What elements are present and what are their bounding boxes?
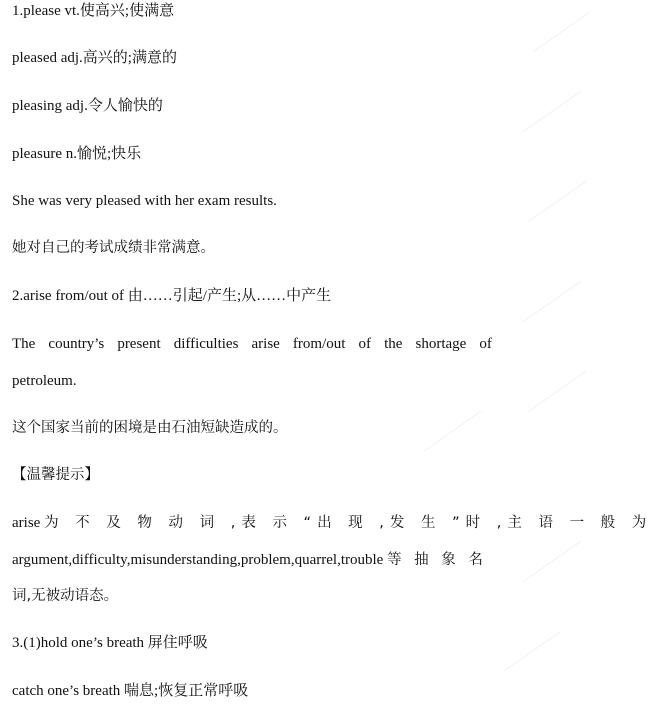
word: from/out <box>292 336 346 352</box>
watermark-mark <box>523 541 587 590</box>
tip-line3 <box>12 586 118 606</box>
entry-hold-breath-text: 3.(1)hold one’s breath 屏住呼吸 <box>12 635 208 651</box>
word: of <box>358 336 371 352</box>
watermark-mark <box>423 411 487 460</box>
entry-catch-breath <box>12 681 248 701</box>
word: difficulties <box>173 336 239 352</box>
example-sentence-zh <box>12 238 215 258</box>
entry-pleasing-text: pleasing adj.令人愉快的 <box>12 98 163 114</box>
entry-pleased <box>12 48 177 68</box>
watermark-mark <box>503 631 567 680</box>
word: present <box>117 336 161 352</box>
entry-catch-breath-text: catch one’s breath 喘息;恢复正常呼吸 <box>12 683 249 699</box>
entry-please-text: 1.please vt.使高兴;使满意 <box>12 3 175 19</box>
example-arise-zh-text: 这个国家当前的困境是由石油短缺造成的。 <box>12 420 288 436</box>
tip-line1-word: arise <box>12 515 41 531</box>
tip-heading-text: 【温馨提示】 <box>12 467 99 483</box>
watermark-mark <box>533 11 597 60</box>
tip-line2-text: 等 抽 象 名 <box>387 552 487 568</box>
watermark-mark <box>523 281 587 330</box>
entry-please <box>12 1 174 21</box>
example-arise-en-line2 <box>12 371 77 391</box>
tip-line2 <box>12 550 487 570</box>
example-arise-en-line2-text: petroleum. <box>12 373 77 389</box>
example-arise-en-line1 <box>12 334 492 354</box>
watermark-mark <box>528 371 592 420</box>
entry-pleasing <box>12 96 163 116</box>
watermark-mark <box>523 91 587 140</box>
entry-hold-breath <box>12 633 208 653</box>
entry-pleasure <box>12 144 141 164</box>
tip-line1-text: 为 不 及 物 动 词 ,表 示 “出 现 ,发 生 ”时 ,主 语 一 般 为 <box>44 515 652 531</box>
entry-arise-from-text: 2.arise from/out of 由……引起/产生;从……中产生 <box>12 288 332 304</box>
tip-line2-words: argument,difficulty,misunderstanding,problem,quarrel,trouble <box>12 552 384 568</box>
example-sentence-en-text: She was very pleased with her exam results. <box>12 193 277 209</box>
tip-line1 <box>12 513 652 533</box>
word: The <box>12 336 36 352</box>
tip-heading <box>12 465 99 485</box>
entry-pleasure-text: pleasure n.愉悦;快乐 <box>12 146 142 162</box>
word: country’s <box>48 336 105 352</box>
example-arise-zh <box>12 418 288 438</box>
word: the <box>384 336 403 352</box>
word: shortage <box>415 336 467 352</box>
entry-arise-from <box>12 286 331 306</box>
tip-line3-text: 词,无被动语态。 <box>12 588 119 604</box>
word: of <box>479 336 492 352</box>
entry-pleased-text: pleased adj.高兴的;满意的 <box>12 50 177 66</box>
example-sentence-en <box>12 191 277 211</box>
example-sentence-zh-text: 她对自己的考试成绩非常满意。 <box>12 240 215 256</box>
watermark-mark <box>528 181 592 230</box>
word: arise <box>251 336 280 352</box>
